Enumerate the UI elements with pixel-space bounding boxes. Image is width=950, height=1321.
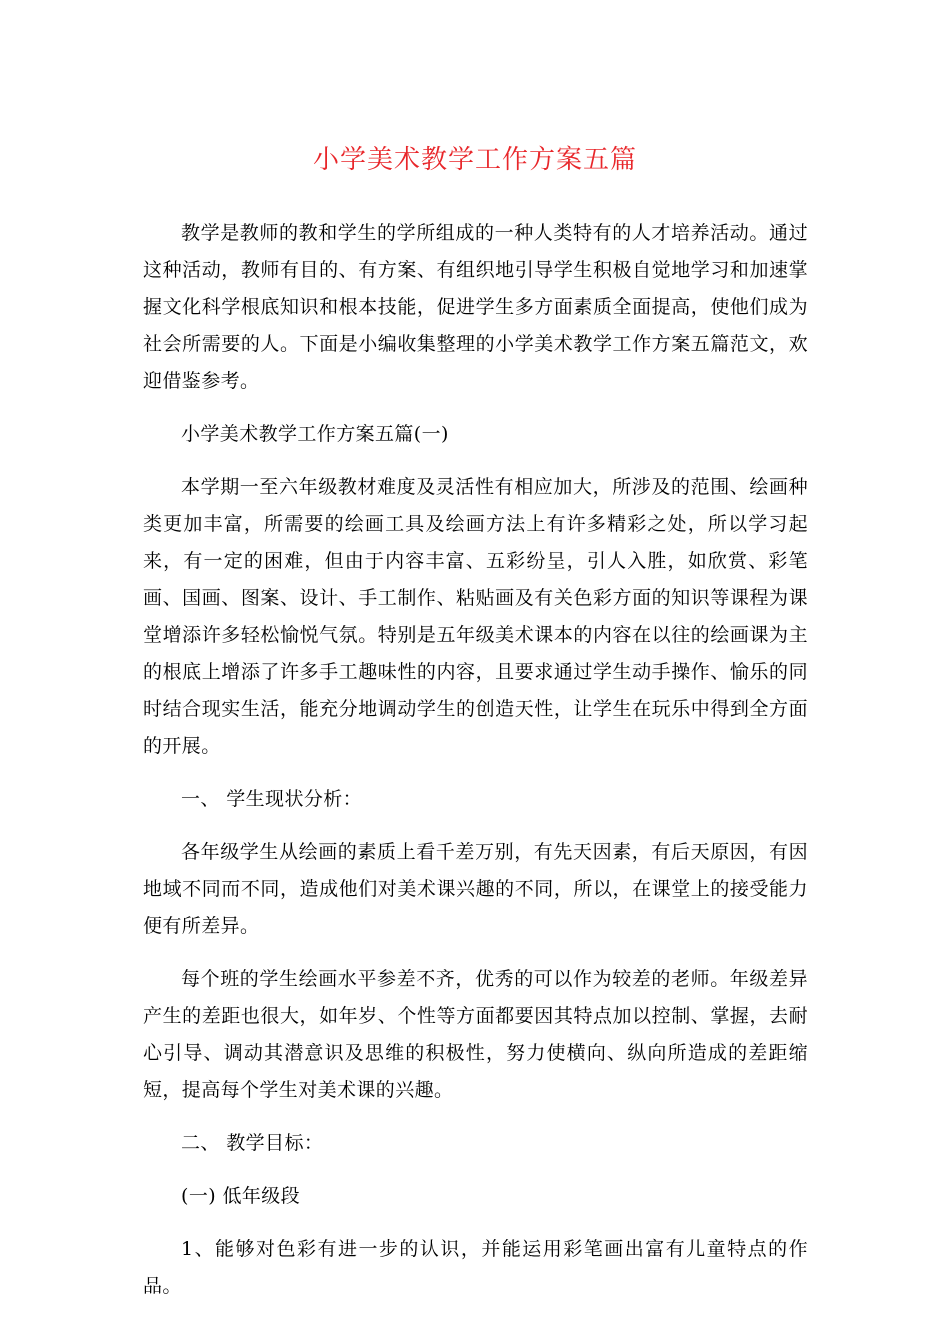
- subheading-lower-grades: (一) 低年级段: [181, 1185, 301, 1207]
- document-body: [143, 215, 808, 1321]
- body-paragraph: 本学期一至六年级教材难度及灵活性有相应加大，所涉及的范围、绘画种类更加丰富，所需要的绘画工具及绘画方法上有许多精彩之处，所以学习起来，有一定的困难，但由于内容丰富、五彩纷呈，引人入胜，如欣赏、彩笔画、国画、图案、设计、手工制作、粘贴画及有关色彩方面的知识等课程为课堂增添许多轻松愉悦气氛。特别是五年级美术课本的内容在以往的绘画课为主的根底上增添了许多手工趣味性的内容，且要求通过学生动手操作、愉乐的同时结合现实生活，能充分地调动学生的创造天性，让学生在玩乐中得到全方面的开展。: [143, 476, 808, 757]
- document-title: 小学美术教学工作方案五篇: [312, 145, 637, 175]
- section-heading-one: 小学美术教学工作方案五篇(一): [181, 423, 449, 445]
- list-item: 1、能够对色彩有进一步的认识，并能运用彩笔画出富有儿童特点的作品。: [143, 1238, 808, 1297]
- heading-student-analysis: 一、 学生现状分析：: [181, 788, 363, 810]
- intro-paragraph: 教学是教师的教和学生的学所组成的一种人类特有的人才培养活动。通过这种活动，教师有目的、有方案、有组织地引导学生积极自觉地学习和加速掌握文化科学根底知识和根本技能，促进学生多方面素质全面提高，使他们成为社会所需要的人。下面是小编收集整理的小学美术教学工作方案五篇范文，欢迎借鉴参考。: [143, 222, 808, 392]
- body-paragraph: 各年级学生从绘画的素质上看千差万别，有先天因素，有后天原因，有因地域不同而不同，造成他们对美术课兴趣的不同，所以，在课堂上的接受能力便有所差异。: [143, 841, 808, 937]
- heading-teaching-goals: 二、 教学目标：: [181, 1132, 324, 1154]
- body-paragraph: 每个班的学生绘画水平参差不齐，优秀的可以作为较差的老师。年级差异产生的差距也很大，如年岁、个性等方面都要因其特点加以控制、掌握，去耐心引导、调动其潜意识及思维的积极性，努力使横向、纵向所造成的差距缩短，提高每个学生对美术课的兴趣。: [143, 968, 808, 1101]
